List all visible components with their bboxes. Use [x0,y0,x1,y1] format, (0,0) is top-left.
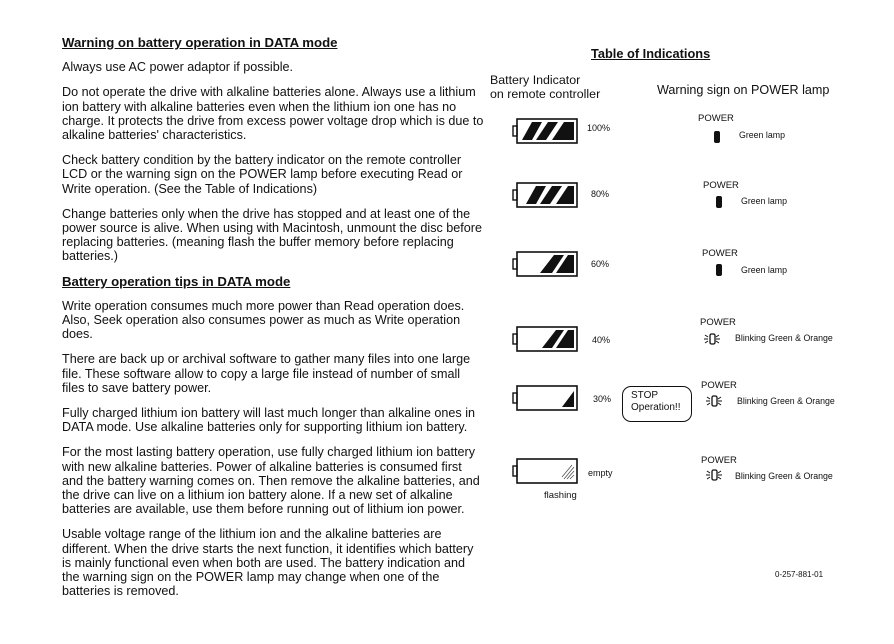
battery-icon [512,117,578,145]
percent-label: 30% [593,394,612,404]
percent-label: 60% [591,259,610,269]
battery-icon [512,181,578,209]
heading-tips: Battery operation tips in DATA mode [62,273,291,289]
power-label: POWER [701,455,737,466]
warning-sign-header: Warning sign on POWER lamp [657,83,830,97]
percent-label: empty [588,468,613,478]
power-label: POWER [698,113,734,124]
percent-label: 40% [592,335,611,345]
lamp-status: Green lamp [741,265,787,275]
stop-label: STOP [631,390,659,401]
power-label: POWER [701,380,737,391]
paragraph-lasting-operation: For the most lasting battery operation, use fully charged lithium ion battery with new alkaline batteries. Power of alkaline batteries is consumed first and the battery warning comes on. Then remove the alkaline batteries, and the drive can live on a lithium ion battery alone. If a new set of alkaline batteries are available, use them before running out of lithium ion power. [62,445,480,517]
stop-operation-label: Operation!! [631,402,681,413]
paragraph-change-batteries: Change batteries only when the drive has stopped and at least one of the power source is alive. When using with Macintosh, unmount the disc before replacing batteries. (meaning flash the buffer memory before replacing batteries.) [62,206,483,264]
battery-icon [512,250,578,278]
blinking-lamp-icon [704,331,720,347]
paragraph-archival: There are back up or archival software to gather many files into one large file. These software allow to copy a large file instead of number of small files to save battery power. [62,352,471,395]
lamp-status: Blinking Green & Orange [735,471,833,481]
percent-label: 100% [587,123,611,133]
power-label: POWER [700,317,736,328]
green-lamp-icon [714,131,720,143]
warning-text-column [62,36,484,610]
blinking-lamp-icon [706,393,722,409]
table-title: Table of Indications [591,46,711,61]
heading-warning: Warning on battery operation in DATA mode [62,35,338,50]
green-lamp-icon [716,264,722,276]
power-label: POWER [703,180,739,191]
percent-label: 80% [591,189,610,199]
paragraph-ac-adaptor: Always use AC power adaptor if possible. [62,60,294,75]
green-lamp-icon [716,196,722,208]
battery-indicator-header-line1: Battery Indicator [490,73,581,87]
lamp-status: Green lamp [741,196,787,206]
paragraph-alkaline-warning: Do not operate the drive with alkaline batteries alone. Always use a lithium ion battery with alkaline batteries even when the lithium ion one has no charge. It protects the drive from excess power voltage drop which is due to alkaline batteries' characteristics. [62,85,484,143]
paragraph-check-battery: Check battery condition by the battery indicator on the remote controller LCD or the warning sign on the POWER lamp before executing Read or Write operation. (See the Table of Indications) [62,153,463,196]
paragraph-lithium-last: Fully charged lithium ion battery will last much longer than alkaline ones in DATA mode. Use alkaline batteries only for supporting lithium ion battery. [62,406,476,435]
document-code: 0-257-881-01 [775,570,824,579]
paragraph-voltage-range: Usable voltage range of the lithium ion and the alkaline batteries are different. When the drive starts the next function, it identifies which battery is mainly functional even when both are used. The battery indication and the warning sign on the POWER lamp may change when one of the batteries is removed. [62,527,474,599]
stop-operation-sign [622,386,692,422]
battery-indicator-header [490,73,600,101]
battery-icon [512,325,578,353]
battery-indicator-header-line2: on remote controller [490,87,601,101]
lamp-status: Blinking Green & Orange [737,396,835,406]
battery-icon [512,384,578,412]
power-label: POWER [702,248,738,259]
flashing-label: flashing [544,490,577,501]
blinking-lamp-icon [706,467,722,483]
battery-empty-icon [512,457,578,485]
lamp-status: Blinking Green & Orange [735,333,833,343]
lamp-status: Green lamp [739,130,785,140]
paragraph-write-power: Write operation consumes much more power than Read operation does. Also, Seek operation also consumes power as much as Write operation does. [62,298,465,342]
